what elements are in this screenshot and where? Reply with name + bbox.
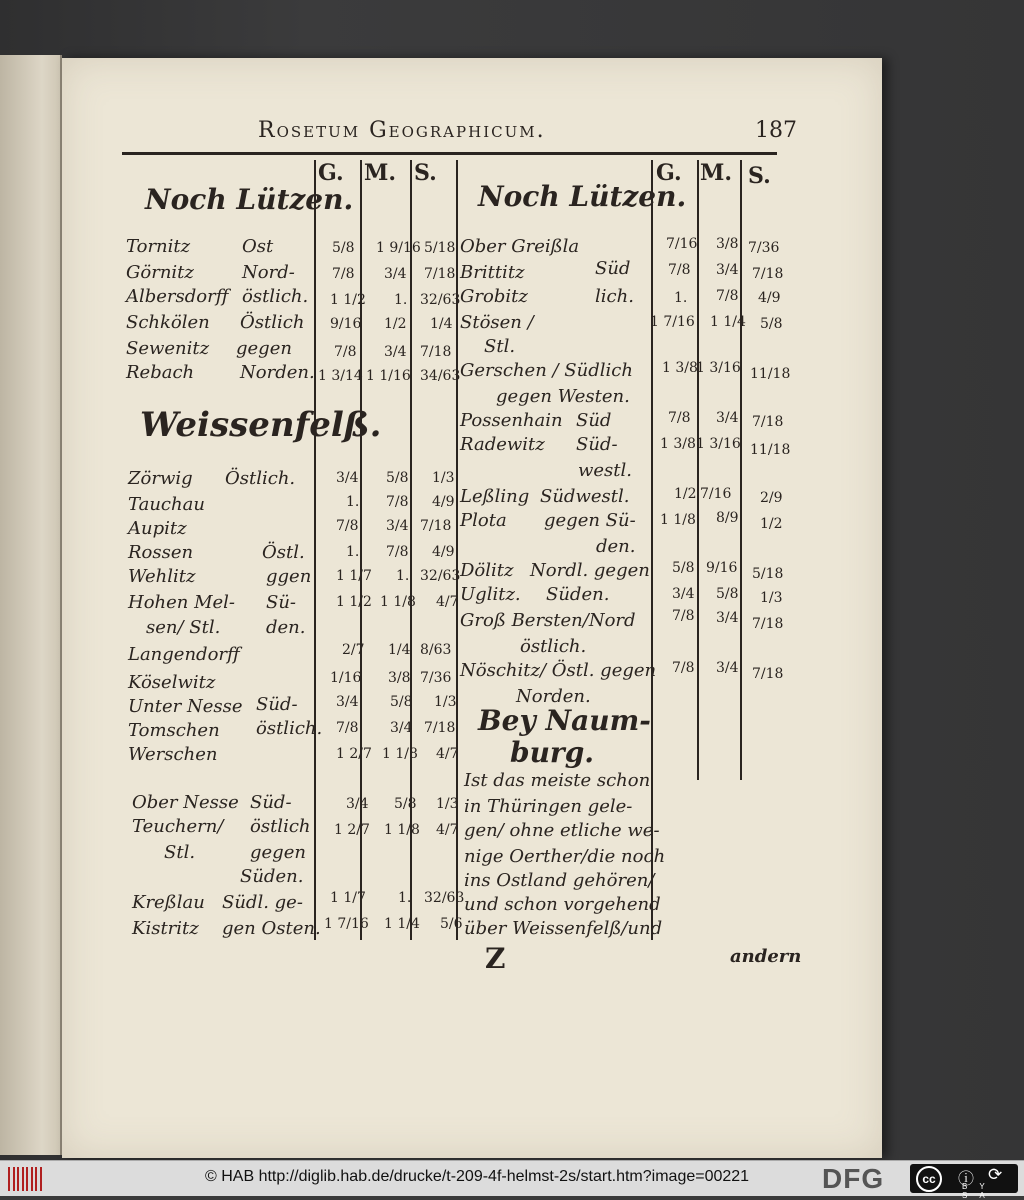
value-cell: 7/8 [668, 262, 691, 278]
value-cell: 2/9 [760, 490, 783, 506]
text-line: gegen Westen. [496, 386, 630, 407]
value-cell: 1. [346, 544, 360, 560]
value-cell: 1/3 [436, 796, 459, 812]
value-cell: 1. [396, 568, 410, 584]
col-head-s-right: S. [748, 163, 771, 189]
value-cell: 5/18 [752, 566, 784, 582]
value-cell: 1 3/8 [662, 360, 698, 376]
cc-license-badge[interactable] [910, 1164, 1018, 1200]
value-cell: 1 7/16 [650, 314, 695, 330]
value-cell: 1/2 [384, 316, 407, 332]
value-cell: 11/18 [750, 366, 791, 382]
value-cell: 7/18 [420, 518, 452, 534]
direction: Süden. [546, 584, 610, 605]
place-name: Ober Nesse [132, 792, 239, 813]
value-cell: 1/3 [760, 590, 783, 606]
value-cell: 1/3 [432, 470, 455, 486]
column-rule [740, 160, 742, 780]
value-cell: 4/9 [432, 544, 455, 560]
running-title: Rosetum Geographicum. [258, 118, 546, 143]
paragraph-line: in Thüringen gele- [464, 796, 633, 817]
value-cell: 7/18 [424, 266, 456, 282]
value-cell: 5/8 [390, 694, 413, 710]
value-cell: 1. [398, 890, 412, 906]
value-cell: 11/18 [750, 442, 791, 458]
text-line: Stl. [484, 336, 516, 357]
direction: gen Osten. [222, 918, 321, 939]
direction: Östlich. [225, 468, 296, 489]
value-cell: 1/16 [330, 670, 362, 686]
direction: Süd- [250, 792, 292, 813]
text-line: Grobitz [460, 286, 528, 307]
value-cell: 7/8 [332, 266, 355, 282]
value-cell: 7/8 [668, 410, 691, 426]
header-rule [122, 152, 777, 155]
direction: östlich. [242, 286, 309, 307]
value-cell: 7/8 [672, 660, 695, 676]
value-cell: 1. [674, 290, 688, 306]
direction: gegen [236, 338, 292, 359]
place-name: Rebach [126, 362, 195, 383]
direction: Südl. ge- [222, 892, 303, 913]
attribution-icon: ⓘ [958, 1171, 975, 1188]
value-cell: 1 1/2 [336, 594, 372, 610]
value-cell: 7/8 [386, 494, 409, 510]
paragraph-line: ins Ostland gehören/ [464, 870, 655, 891]
place-name: Aupitz [128, 518, 187, 539]
place-name: Stl. [164, 842, 196, 863]
text-line: Uglitz. [460, 584, 521, 605]
value-cell: 1. [394, 292, 408, 308]
direction: gegen Sü- [544, 510, 636, 531]
text-line: westl. [578, 460, 633, 481]
value-cell: 1 1/2 [330, 292, 366, 308]
paragraph-line: gen/ ohne etliche we- [464, 820, 660, 841]
section-heading: Weissenfelß. [140, 405, 382, 445]
value-cell: 7/18 [752, 616, 784, 632]
value-cell: 1 7/16 [324, 916, 369, 932]
direction: den. [266, 617, 306, 638]
value-cell: 7/8 [336, 720, 359, 736]
value-cell: 32/63 [420, 568, 461, 584]
value-cell: 9/16 [706, 560, 738, 576]
value-cell: 1 2/7 [336, 746, 372, 762]
value-cell: 2/7 [342, 642, 365, 658]
place-name: Tomschen [128, 720, 220, 741]
value-cell: 1/3 [434, 694, 457, 710]
value-cell: 4/7 [436, 594, 459, 610]
place-name: Görnitz [126, 262, 194, 283]
value-cell: 7/18 [420, 344, 452, 360]
paragraph-line: und schon vorgehend [464, 894, 661, 915]
direction: Nord- [242, 262, 295, 283]
value-cell: 1 1/8 [382, 746, 418, 762]
value-cell: 1 2/7 [334, 822, 370, 838]
value-cell: 3/4 [716, 410, 739, 426]
place-name: Schkölen [126, 312, 210, 333]
value-cell: 1 3/16 [696, 360, 741, 376]
col-head-g-right: G. [656, 160, 682, 186]
value-cell: 4/7 [436, 822, 459, 838]
col-head-m-right: M. [700, 160, 733, 186]
value-cell: 1 3/16 [696, 436, 741, 452]
direction: Süd- [576, 434, 618, 455]
value-cell: 8/9 [716, 510, 739, 526]
value-cell: 32/63 [420, 292, 461, 308]
text-line: Radewitz [460, 434, 545, 455]
text-line: den. [596, 536, 636, 557]
text-line: Groß Bersten/Nord [460, 610, 636, 631]
value-cell: 3/4 [672, 586, 695, 602]
place-name: Werschen [128, 744, 218, 765]
place-name: Langendorff [128, 644, 240, 665]
value-cell: 7/18 [752, 414, 784, 430]
dfg-logo: DFG [822, 1163, 885, 1194]
value-cell: 7/18 [752, 266, 784, 282]
direction: Südwestl. [540, 486, 630, 507]
license-label: BY SA [962, 1182, 997, 1200]
value-cell: 3/4 [716, 262, 739, 278]
value-cell: 5/18 [424, 240, 456, 256]
value-cell: 3/4 [384, 344, 407, 360]
value-cell: 3/4 [384, 266, 407, 282]
value-cell: 7/18 [424, 720, 456, 736]
text-line: Brittitz [460, 262, 525, 283]
value-cell: 7/8 [386, 544, 409, 560]
value-cell: 1/2 [760, 516, 783, 532]
value-cell: 7/8 [336, 518, 359, 534]
value-cell: 5/8 [332, 240, 355, 256]
direction: Süd [576, 410, 612, 431]
text-line: Dölitz [460, 560, 514, 581]
value-cell: 5/8 [394, 796, 417, 812]
value-cell: 5/8 [760, 316, 783, 332]
source-credit-link[interactable]: © HAB http://diglib.hab.de/drucke/t-209-4f-helmst-2s/start.htm?image=00221 [205, 1168, 750, 1185]
value-cell: 3/4 [716, 660, 739, 676]
place-name: Albersdorff [126, 286, 229, 307]
signature-mark: Z [485, 942, 506, 975]
section-heading: Bey Naum- [478, 704, 651, 737]
value-cell: 34/63 [420, 368, 461, 384]
place-name: Tauchau [128, 494, 205, 515]
direction: Ost [242, 236, 274, 257]
section-heading: Noch Lützen. [145, 183, 354, 216]
value-cell: 7/16 [700, 486, 732, 502]
value-cell: 1/4 [430, 316, 453, 332]
text-line: Norden. [516, 686, 591, 707]
value-cell: 1 1/8 [660, 512, 696, 528]
text-line: Ober Greißla [460, 236, 580, 257]
column-rule [314, 160, 316, 940]
value-cell: 1 1/4 [710, 314, 746, 330]
value-cell: 7/18 [752, 666, 784, 682]
cc-icon: cc [916, 1166, 942, 1192]
direction: östlich. [256, 718, 323, 739]
direction: Nordl. gegen [530, 560, 650, 581]
place-name: Teuchern/ [132, 816, 224, 837]
place-name: Tornitz [126, 236, 191, 257]
place-name: Kistritz [132, 918, 199, 939]
direction: ggen [266, 566, 312, 587]
value-cell: 1 1/7 [336, 568, 372, 584]
text-line: Possenhain [460, 410, 563, 431]
value-cell: 5/8 [716, 586, 739, 602]
value-cell: 1 1/16 [366, 368, 411, 384]
value-cell: 4/7 [436, 746, 459, 762]
value-cell: 3/8 [716, 236, 739, 252]
text-line: Nöschitz/ Östl. gegen [460, 660, 657, 681]
place-name: sen/ Stl. [146, 617, 221, 638]
value-cell: 32/63 [424, 890, 465, 906]
value-cell: 3/4 [390, 720, 413, 736]
value-cell: 1/4 [388, 642, 411, 658]
direction: lich. [595, 286, 634, 307]
value-cell: 5/8 [672, 560, 695, 576]
column-rule [697, 160, 699, 780]
value-cell: 7/16 [666, 236, 698, 252]
direction: östlich [250, 816, 311, 837]
text-line: Plota [460, 510, 507, 531]
direction: Östl. [262, 542, 305, 563]
value-cell: 1 1/7 [330, 890, 366, 906]
value-cell: 5/6 [440, 916, 463, 932]
text-line: östlich. [520, 636, 587, 657]
value-cell: 7/36 [748, 240, 780, 256]
section-heading: Noch Lützen. [478, 180, 687, 213]
section-heading: burg. [510, 736, 595, 769]
text-line: Stösen / [460, 312, 534, 333]
value-cell: 3/8 [388, 670, 411, 686]
value-cell: 8/63 [420, 642, 452, 658]
col-head-g-left: G. [318, 160, 344, 186]
previous-leaf-edge [0, 55, 62, 1155]
value-cell: 1 9/16 [376, 240, 421, 256]
place-name: Unter Nesse [128, 696, 243, 717]
value-cell: 7/8 [716, 288, 739, 304]
direction: Östlich [240, 312, 305, 333]
value-cell: 4/9 [432, 494, 455, 510]
value-cell: 1 3/14 [318, 368, 363, 384]
place-name: Sewenitz [126, 338, 210, 359]
value-cell: 3/4 [386, 518, 409, 534]
value-cell: 1 1/8 [380, 594, 416, 610]
direction: Sü- [266, 592, 297, 613]
catchword: andern [730, 946, 802, 967]
col-head-m-left: M. [364, 160, 397, 186]
place-name: Rossen [128, 542, 194, 563]
value-cell: 9/16 [330, 316, 362, 332]
paragraph-line: nige Oerther/die noch [464, 846, 666, 867]
place-name: Hohen Mel- [128, 592, 236, 613]
col-head-s-left: S. [414, 160, 437, 186]
place-name: Köselwitz [128, 672, 216, 693]
value-cell: 7/36 [420, 670, 452, 686]
place-name: Zörwig [128, 468, 193, 489]
value-cell: 4/9 [758, 290, 781, 306]
value-cell: 1 1/4 [384, 916, 420, 932]
direction: Norden. [240, 362, 315, 383]
page-number: 187 [755, 118, 797, 143]
value-cell: 7/8 [334, 344, 357, 360]
share-alike-icon: ⟳ [988, 1165, 1003, 1184]
value-cell: 3/4 [336, 470, 359, 486]
library-logo-icon [8, 1167, 44, 1191]
direction: Süd- [256, 694, 298, 715]
value-cell: 3/4 [716, 610, 739, 626]
value-cell: 5/8 [386, 470, 409, 486]
value-cell: 1 1/8 [384, 822, 420, 838]
direction: gegen [250, 842, 306, 863]
text-line: Gerschen / Südlich [460, 360, 633, 381]
paragraph-line: über Weissenfelß/und [464, 918, 663, 939]
value-cell: 3/4 [346, 796, 369, 812]
value-cell: 1 3/8 [660, 436, 696, 452]
direction: Süd [595, 258, 631, 279]
text-line: Leßling [460, 486, 530, 507]
value-cell: 7/8 [672, 608, 695, 624]
value-cell: 3/4 [336, 694, 359, 710]
value-cell: 1. [346, 494, 360, 510]
place-name: Kreßlau [132, 892, 205, 913]
viewer-footer [0, 1160, 1024, 1200]
paragraph-line: Ist das meiste schon [464, 770, 651, 791]
place-name: Wehlitz [128, 566, 196, 587]
direction: Süden. [240, 866, 304, 887]
value-cell: 1/2 [674, 486, 697, 502]
